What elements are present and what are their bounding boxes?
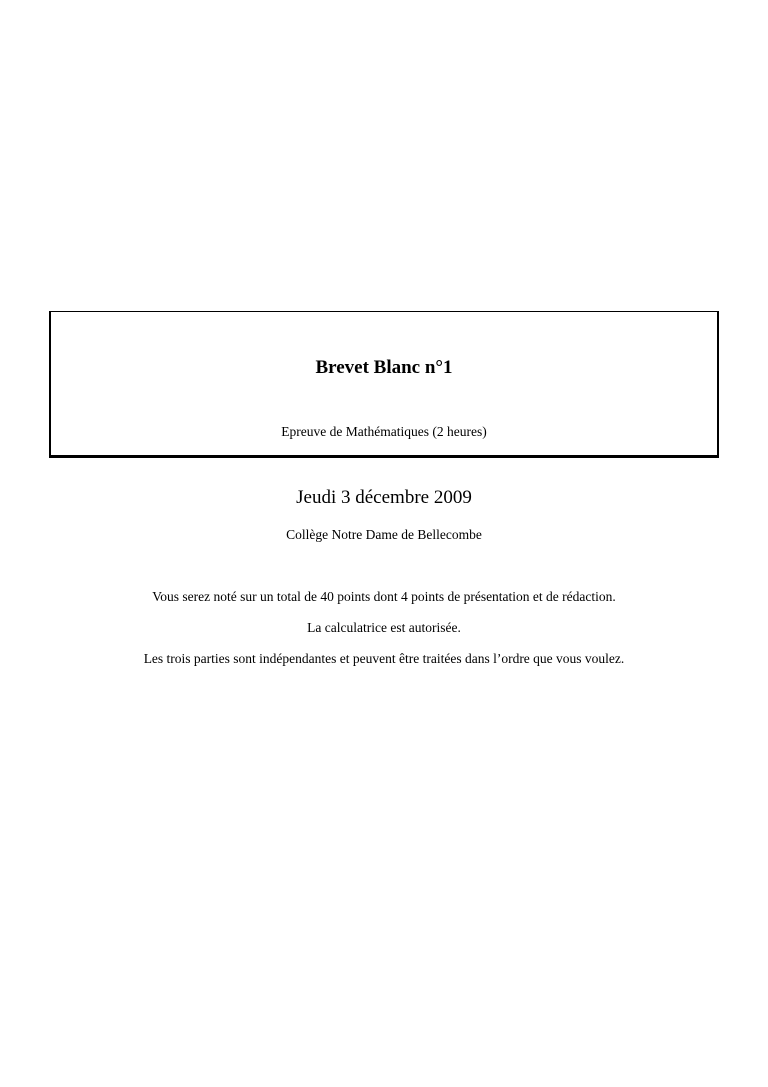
instruction-calculator: La calculatrice est autorisée. <box>307 620 461 635</box>
exam-subtitle: Epreuve de Mathématiques (2 heures) <box>281 424 487 439</box>
title-box <box>49 311 719 458</box>
school-name: Collège Notre Dame de Bellecombe <box>286 527 482 542</box>
instruction-order: Les trois parties sont indépendantes et peuvent être traitées dans l’ordre que vous voulez. <box>143 651 625 666</box>
page-title: Brevet Blanc n°1 <box>315 357 453 378</box>
instruction-scoring: Vous serez noté sur un total de 40 points dont 4 points de présentation et de rédaction. <box>152 589 616 604</box>
exam-date: Jeudi 3 décembre 2009 <box>296 487 472 508</box>
